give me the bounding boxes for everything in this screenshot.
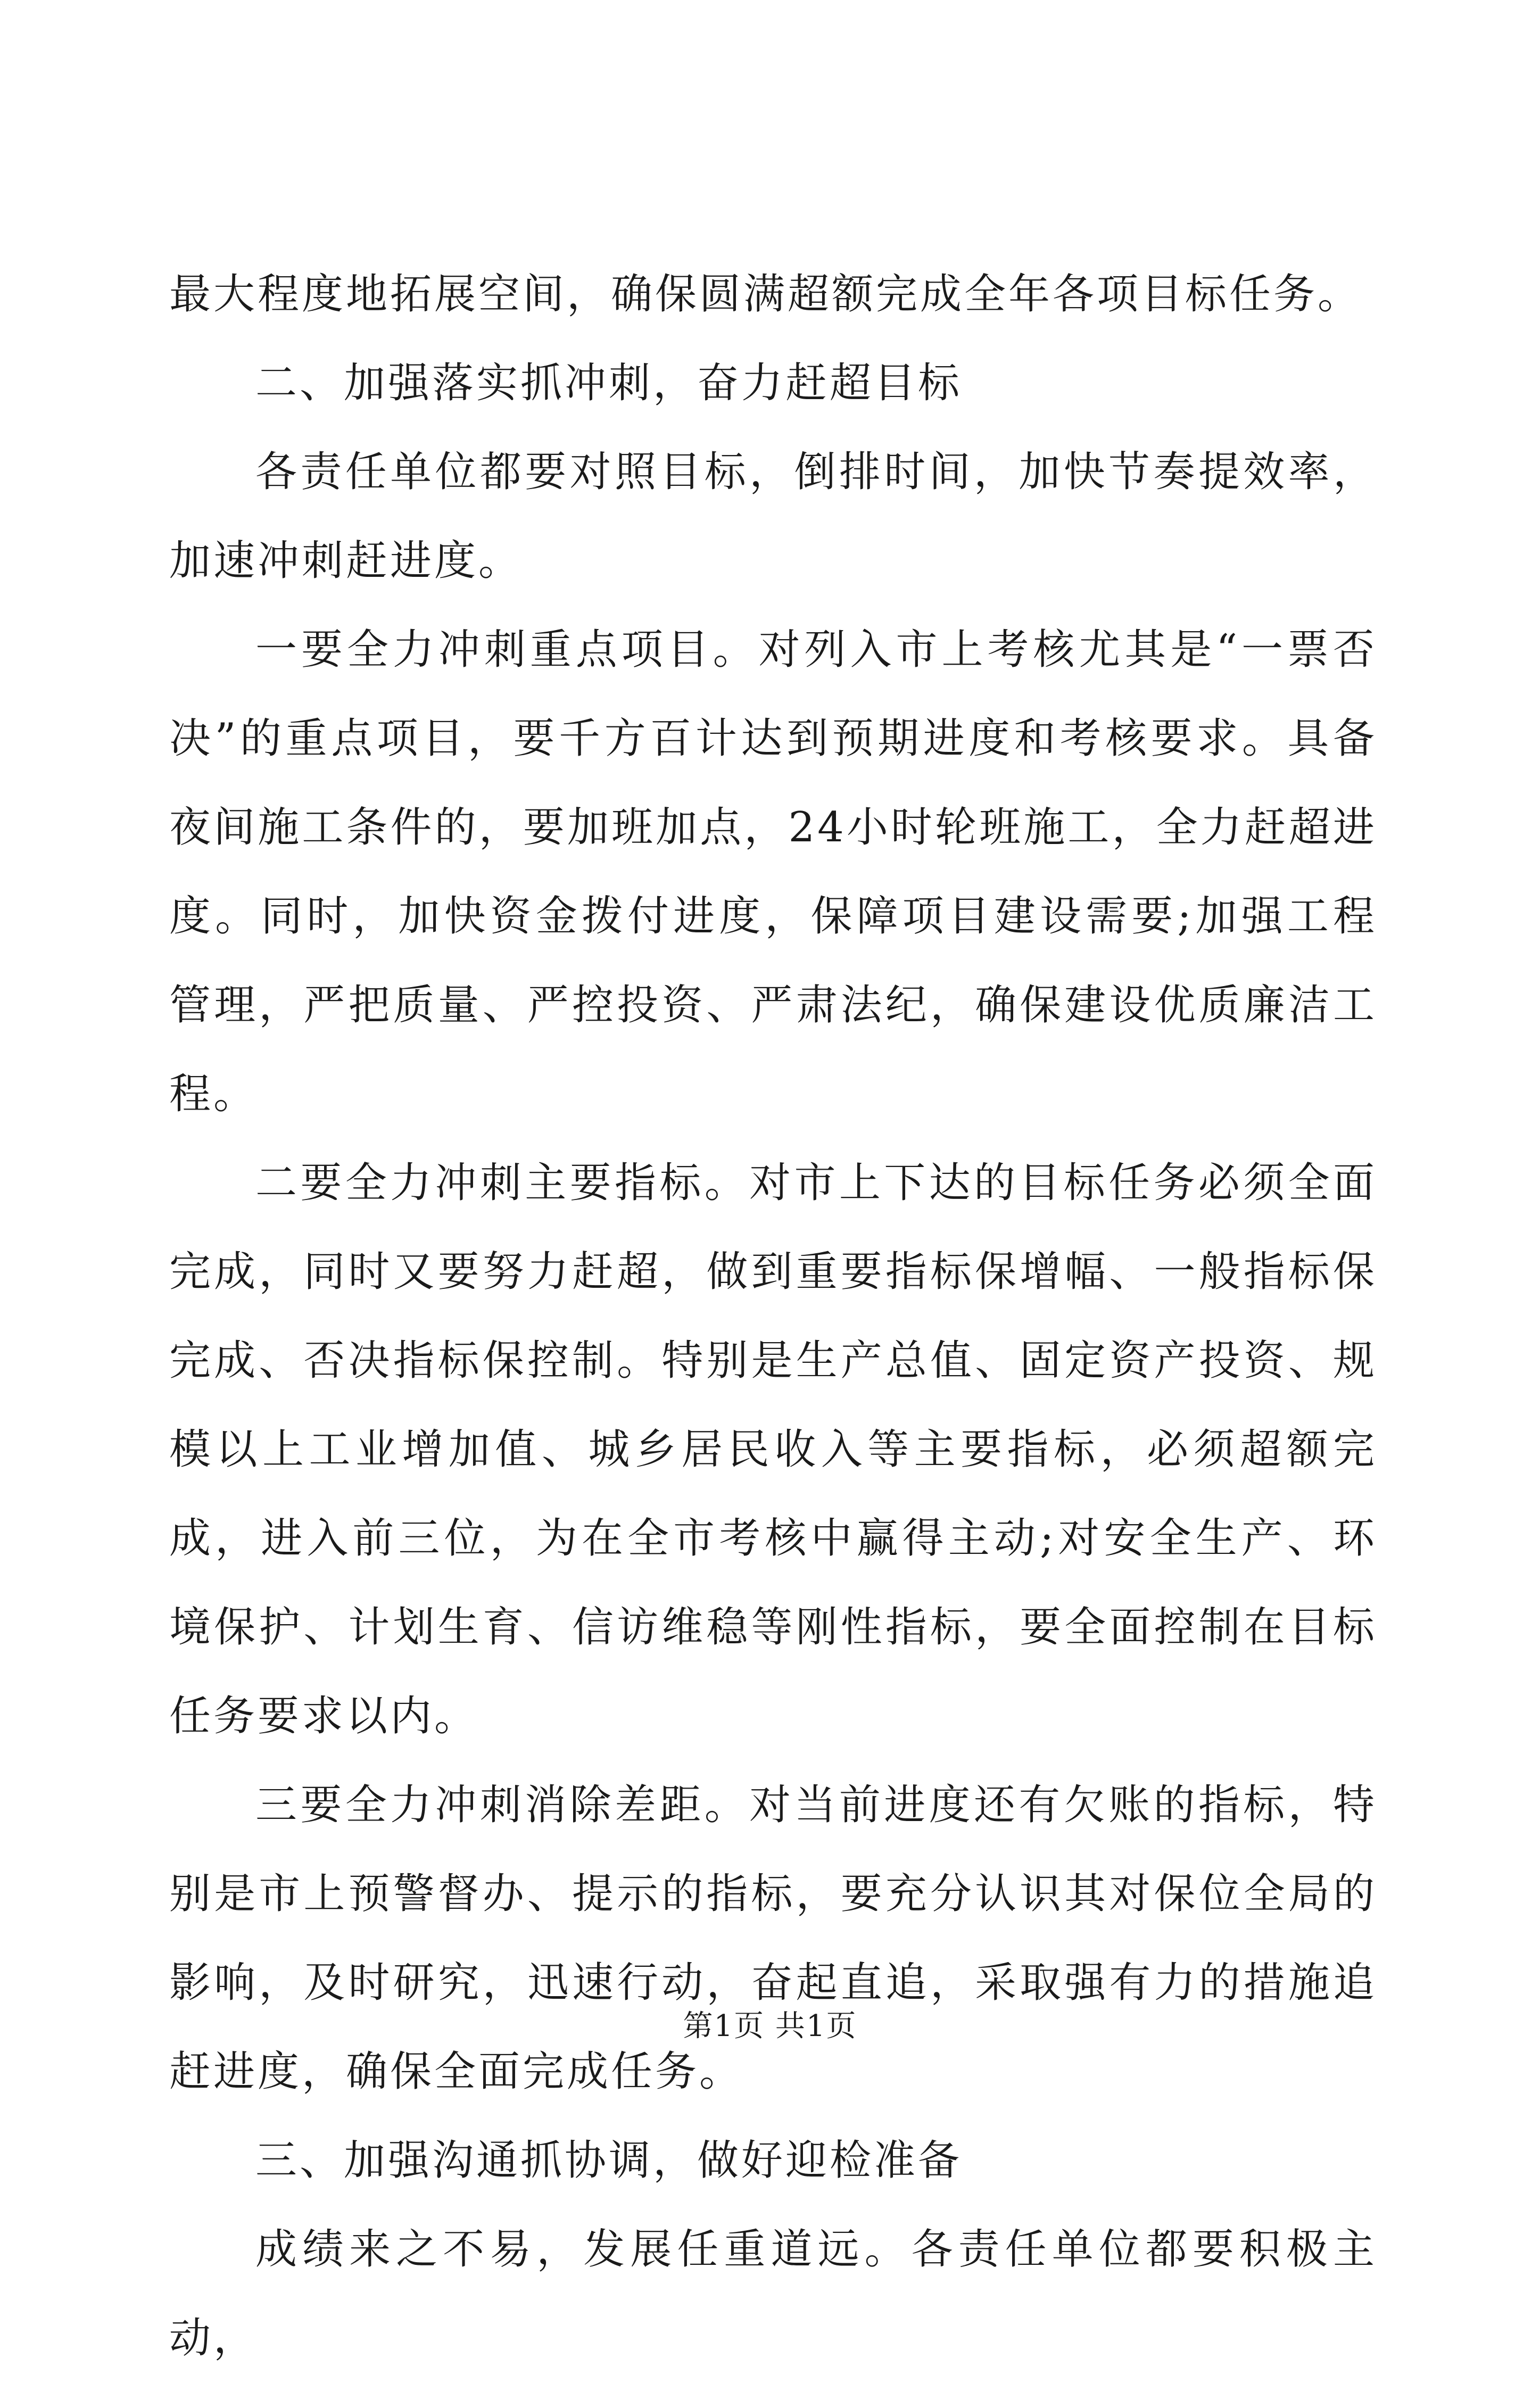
paragraph-key-projects: 一要全力冲刺重点项目。对列入市上考核尤其是“一票否决”的重点项目，要千方百计达到预期进度和考核要求。具备夜间施工条件的，要加班加点，24小时轮班施工，全力赶超进度。同时，加快资金拨付进度，保障项目建设需要;加强工程管理，严把质量、严控投资、严肃法纪，确保建设优质廉洁工程。: [169, 626, 1377, 1118]
paragraph-eliminate-gaps: 三要全力冲刺消除差距。对当前进度还有欠账的指标，特别是市上预警督办、提示的指标，要充分认识其对保位全局的影响，及时研究，迅速行动，奋起直追，采取强有力的措施追赶进度，确保全面完成任务。: [169, 1781, 1377, 2096]
paragraph-main-indicators: 二要全力冲刺主要指标。对市上下达的目标任务必须全面完成，同时又要努力赶超，做到重要指标保增幅、一般指标保完成、否决指标保控制。特别是生产总值、固定资产投资、规模以上工业增加值、城乡居民收入等主要指标，必须超额完成，进入前三位，为在全市考核中赢得主动;对安全生产、环境保护、计划生育、信访维稳等刚性指标，要全面控制在目标任务要求以内。: [169, 1159, 1377, 1740]
section-heading-3: 三、加强沟通抓协调，做好迎检准备: [255, 2137, 963, 2185]
paragraph-closing: 成绩来之不易，发展任重道远。各责任单位都要积极主动，: [169, 2225, 1377, 2362]
paragraph-continuation: 最大程度地拓展空间，确保圆满超额完成全年各项目标任务。: [169, 270, 1362, 318]
section-heading-2: 二、加强落实抓冲刺，奋力赶超目标: [255, 359, 963, 407]
document-body: [169, 250, 1377, 2383]
page-footer: 第1页 共1页: [683, 2009, 857, 2043]
paragraph-intro: 各责任单位都要对照目标，倒排时间，加快节奏提效率，加速冲刺赶进度。: [169, 448, 1377, 585]
